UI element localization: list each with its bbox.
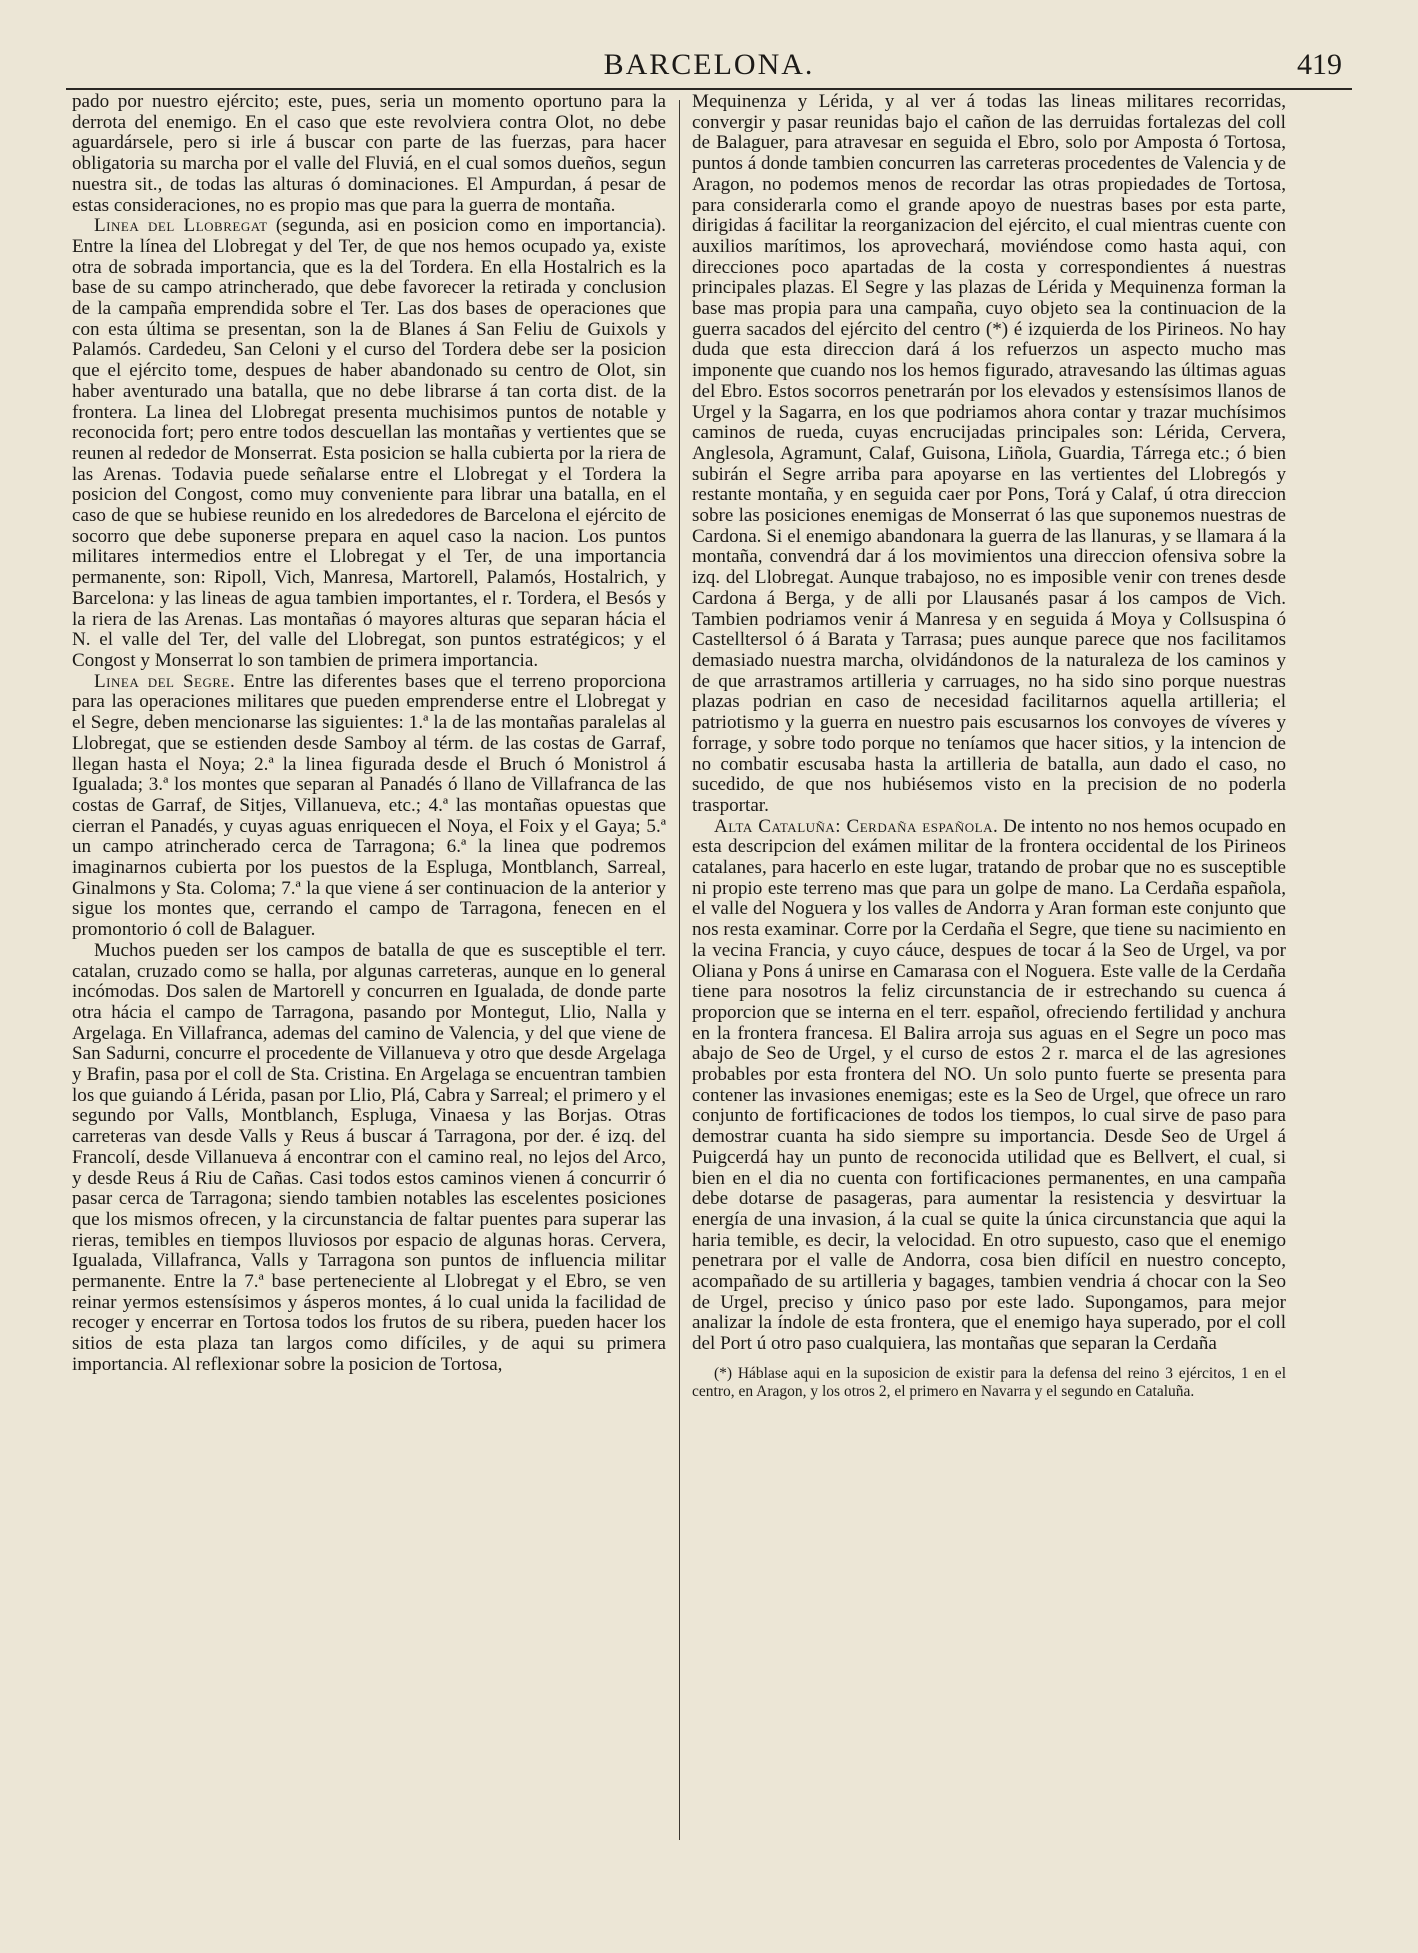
section-heading: Linea del Llobregat (94, 215, 268, 237)
section-heading: Linea del Segre. (94, 670, 236, 692)
left-column (72, 92, 666, 1376)
paragraph-body: (segunda, asi en posicion como en importancia). Entre la línea del Llobregat y del Ter, de que nos hemos ocupado ya, existe otra de sobrada importancia, que es la del Tordera. En ella Hostalrich es la base de su campo atrincherado, que debe favorecer la retirada y conclusion de la campaña emprendida sobre el Ter. Las dos bases de operaciones que con esta última se presentan, son la de Blanes á San Feliu de Guixols y Palamós. Cardedeu, San Celoni y el curso del Tordera debe ser la posicion que el ejército tome, despues de haber abandonado su centro de Olot, sin haber aventurado una batalla, que no debe librarse á tan corta dist. de la frontera. La linea del Llobregat presenta muchisimos puntos de notable y reconocida fort; pero entre todos descuellan las montañas y vertientes que se reunen al rededor de Monserrat. Esta posicion se halla cubierta por la riera de las Arenas. Todavia puede señalarse entre el Llobregat y el Tordera la posicion del Congost, como muy conveniente para librar una batalla, en el caso de que se hubiese reunido en los alrededores de Barcelona el ejército de socorro que debe suponerse prepara en aquel caso la nacion. Los puntos militares intermedios entre el Llobregat y el Ter, de una importancia permanente, son: Ripoll, Vich, Manresa, Martorell, Palamós, Hostalrich, y Barcelona: y las lineas de agua tambien importantes, el r. Tordera, el Besós y la riera de las Arenas. Las montañas ó mayores alturas que separan hácia el N. el valle del Ter, del valle del Llobregat, son puntos estratégicos; y el Congost y Monserrat lo son tambien de primera importancia. (72, 215, 667, 671)
paragraph (72, 216, 666, 671)
paragraph: Muchos pueden ser los campos de batalla de que es susceptible el terr. catalan, cruzado como se halla, por algunas carreteras, aunque en lo general incómodas. Dos salen de Martorell y concurren en Igualada, de donde parte otra hácia el campo de Tarragona, pasando por Montegut, Llio, Nalla y Argelaga. En Villafranca, ademas del camino de Valencia, y del que viene de San Sadurni, concurre el procedente de Villanueva y otro que desde Argelaga y Brafin, pasa por el coll de Sta. Cristina. En Argelaga se encuentran tambien los que guiando á Lérida, pasan por Llio, Plá, Cabra y Sarreal; el primero y el segundo por Valls, Montblanch, Espluga, Vinaesa y las Borjas. Otras carreteras van desde Valls y Reus á buscar á Tarragona, por der. é izq. del Francolí, desde Villanueva á encontrar con el camino real, no lejos del Arco, y desde Reus á Riu de Cañas. Casi todos estos caminos vienen á concurrir ó pasar cerca de Tarragona; siendo tambien notables las escelentes posiciones que los mismos ofrecen, y la circunstancia de faltar puentes para superar las rieras, temibles en tiempos lluviosos por espacio de algunas horas. Cervera, Igualada, Villafranca, Valls y Tarragona son puntos de influencia militar permanente. Entre la 7.ª base perteneciente al Llobregat y el Ebro, se ven reinar yermos estensísimos y ásperos montes, á lo cual unida la facilidad de recoger y encerrar en Tortosa todos los frutos de su ribera, pueden hacer los sitios de esta plaza tan largos como difíciles, y de aqui su primera importancia. Al reflexionar sobre la posicion de Tortosa, (72, 939, 666, 1375)
column-divider (679, 100, 680, 1840)
paragraph: pado por nuestro ejército; este, pues, seria un momento oportuno para la derrota del enemigo. En el caso que este revolviera contra Olot, no debe aguardársele, pero si irle á buscar con parte de las fuerzas, para hacer obligatoria su marcha por el valle del Fluviá, en el cual somos dueños, segun nuestra sit., de todas las alturas ó dominaciones. El Ampurdan, á pesar de estas consideraciones, no es propio mas que para la guerra de montaña. (72, 91, 666, 216)
header-rule (66, 88, 1352, 90)
running-title: BARCELONA. (603, 48, 815, 81)
section-heading: Alta Cataluña: Cerdaña española. (714, 815, 999, 837)
paragraph (692, 817, 1286, 1355)
paragraph: Mequinenza y Lérida, y al ver á todas las lineas militares recorridas, convergir y pasar reunidas bajo el cañon de las derruidas fortalezas del coll de Balaguer, para atravesar en seguida el Ebro, solo por Amposta ó Tortosa, puntos á donde tambien concurren las carreteras procedentes de Valencia y de Aragon, no podemos menos de recordar las otras propiedades de Tortosa, para considerarla como el grande apoyo de nuestras bases por esta parte, dirigidas á facilitar la reorganizacion del ejército, el cual mientras cuente con auxilios marítimos, los aprovechará, moviéndose como hasta aqui, con direcciones poco apartadas de la costa y correspondientes á nuestras principales plazas. El Segre y las plazas de Lérida y Mequinenza forman la base mas propia para una campaña, cuyo objeto sea la continuacion de la guerra sacados del ejército del centro (*) é izquierda de los Pirineos. No hay duda que esta direccion dará á los refuerzos un aspecto mucho mas imponente que cuando nos los hemos figurado, atravesando las últimas aguas del Ebro. Estos socorros penetrarán por los elevados y estensísimos llanos de Urgel y la Sagarra, en los que podriamos ahora contar y trazar muchísimos caminos de rueda, cuyas encrucijadas principales son: Lérida, Cervera, Anglesola, Agramunt, Calaf, Guisona, Liñola, Guardia, Tárrega etc.; ó bien subirán el Segre arriba para apoyarse en las vertientes del Llobregós y restante montaña, y en seguida caer por Pons, Torá y Calaf, ú otra direccion sobre las posiciones enemigas de Monserrat ó las que suponemos nuestras de Cardona. Si el enemigo abandonara la guerra de las llanuras, y se llamara á la montaña, convendrá dar á los movimientos una direccion ofensiva sobre la izq. del Llobregat. Aunque trabajoso, no es imposible venir con trenes desde Cardona á Berga, y de alli por Llausanés pasar á los campos de Vich. Tambien podriamos venir á Manresa y en seguida á Moya y Collsuspina ó Castelltersol ó á Barata y Tarrasa; pues aunque parece que nos facilitamos demasiado nuestra marcha, olvidándonos de la naturaleza de los caminos y de que arrastramos artilleria y carruages, no ha sido sino porque nuestras plazas podrian en caso de necesidad facilitarnos aquella artilleria; el patriotismo y la guerra en nuestro pais escusarnos los convoyes de víveres y forrage, y sobre todo porque no teníamos que hacer sitios, y la intencion de no combatir escusaba hasta la artilleria de batalla, aun dado el caso, no sucedido, de que nos hubiésemos visto en la precision de no poderla trasportar. (692, 91, 1286, 816)
footnote: (*) Háblase aqui en la suposicion de existir para la defensa del reino 3 ejércitos, 1 en el centro, en Aragon, y los otros 2, el primero en Navarra y el segundo en Cataluña. (692, 1364, 1286, 1400)
paragraph-body: De intento no nos hemos ocupado en esta descripcion del exámen militar de la frontera occidental de los Pirineos catalanes, para hacerlo en este lugar, tratando de probar que no es susceptible ni propio este terreno mas que para un golpe de mano. La Cerdaña española, el valle del Noguera y los valles de Andorra y Aran forman este conjunto que nos resta examinar. Corre por la Cerdaña el Segre, que tiene su nacimiento en la vecina Francia, y cuyo cáuce, despues de tocar á la Seo de Urgel, va por Oliana y Pons á unirse en Camarasa con el Noguera. Este valle de la Cerdaña tiene para nosotros la feliz circunstancia de ir estrechando su cuenca á proporcion que se interna en el terr. español, ofreciendo fertilidad y anchura en la frontera francesa. El Balira arroja sus aguas en el Segre un poco mas abajo de Seo de Urgel, y el curso de estos 2 r. marca el de las agresiones probables por esta frontera del NO. Un solo punto fuerte se presenta para contener las invasiones enemigas; este es la Seo de Urgel, que ofrece un raro conjunto de fortificaciones de todos los tiempos, lo cual sirve de paso para demostrar cuanta ha sido siempre su importancia. Desde Seo de Urgel á Puigcerdá hay un punto de reconocida utilidad que es Bellvert, el cual, si bien en el dia no cuenta con fortificaciones permanentes, en una campaña debe dotarse de pasageras, para aumentar la resistencia y desvirtuar la energía de una invasion, á la cual se quite la única circunstancia que aqui la haria temible, es decir, la velocidad. En otro supuesto, caso que el enemigo penetrara por el valle de Andorra, cosa bien difícil en nuestro concepto, acompañado de su artilleria y bagages, tambien vendria á chocar con la Seo de Urgel, preciso y único paso por este lado. Supongamos, para mejor analizar la índole de esta frontera, que el enemigo haya superado, por el coll del Port ú otro paso cualquiera, las montañas que separan la Cerdaña (692, 815, 1286, 1355)
paragraph-body: Entre las diferentes bases que el terreno proporciona para las operaciones militares que pueden emprenderse entre el Llobregat y el Segre, deben mencionarse las siguientes: 1.ª la de las montañas paralelas al Llobregat, que se estienden desde Samboy al térm. de las costas de Garraf, llegan hasta el Noya; 2.ª la linea figurada desde el Bruch ó Monistrol á Igualada; 3.ª los montes que separan al Panadés ó llano de Villafranca de las costas de Garraf, de Sitjes, Villanueva, etc.; 4.ª las montañas opuestas que cierran el Panadés, y cuyas aguas enriquecen el Noya, el Foix y el Gaya; 5.ª un campo atrincherado cerca de Tarragona; 6.ª la linea que podremos imaginarnos cubierta por los puestos de la Espluga, Montblanch, Sarreal, Ginalmons y Sta. Coloma; 7.ª la que viene á ser continuacion de la anterior y sigue los montes que, cerrando el campo de Tarragona, fenecen en el promontorio ó coll de Balaguer. (72, 670, 666, 941)
page-header (66, 44, 1352, 88)
paragraph (72, 672, 666, 941)
page-number: 419 (1297, 48, 1342, 81)
right-column (692, 92, 1286, 1401)
